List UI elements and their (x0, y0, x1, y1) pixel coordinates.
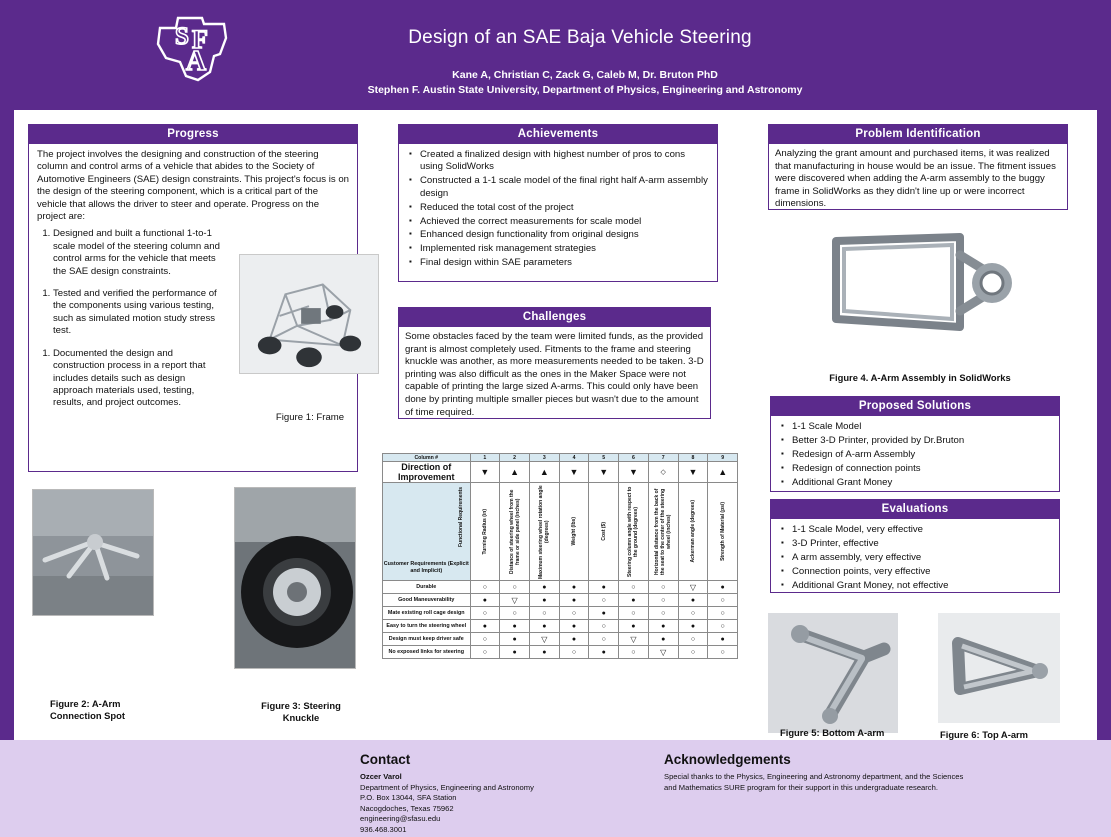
matrix-cell: ● (708, 581, 738, 594)
matrix-cell: ○ (619, 581, 649, 594)
evaluations-list (778, 524, 1052, 592)
matrix-cell: ○ (708, 607, 738, 620)
list-item: ▪ 1-1 Scale Model (792, 421, 1052, 433)
matrix-cell: ○ (648, 607, 678, 620)
matrix-cell: ● (559, 594, 589, 607)
challenges-section (398, 307, 711, 419)
acknowledgements-heading: Acknowledgements (664, 752, 791, 767)
matrix-cell: ● (589, 646, 619, 659)
achievements-section (398, 124, 718, 282)
list-item: ▪ Constructed a 1-1 scale model of the final right half A-arm assembly design (420, 175, 710, 200)
matrix-cell: ○ (500, 607, 530, 620)
matrix-cell: ● (619, 620, 649, 633)
matrix-cell: ○ (589, 594, 619, 607)
table-row (382, 462, 738, 483)
list-item: ▪ Reduced the total cost of the project (420, 202, 710, 214)
column-number: 3 (529, 454, 559, 462)
list-item: ▪ A arm assembly, very effective (792, 552, 1052, 564)
matrix-cell: ○ (470, 633, 500, 646)
svg-text:A: A (185, 46, 207, 77)
matrix-cell: ○ (559, 607, 589, 620)
customer-requirements-header (383, 483, 471, 581)
solutions-heading: Proposed Solutions (771, 397, 1059, 416)
matrix-cell: ● (529, 646, 559, 659)
svg-text:S: S (175, 23, 189, 50)
svg-text:F: F (192, 25, 208, 54)
problem-body: Analyzing the grant amount and purchased items, it was realized that manufacturing in house would be an issue. The fitment issues were discovered when adding the A-arm assembly to the buggy frame in SolidWorks as they didn't line up or were incorrect dimensions. (775, 148, 1056, 210)
column-number: 5 (589, 454, 619, 462)
column-number: 4 (559, 454, 589, 462)
figure-5-bottom-a-arm-image (768, 613, 898, 733)
left-purple-rail (0, 110, 14, 740)
table-row (382, 646, 738, 659)
matrix-cell: ○ (708, 594, 738, 607)
matrix-cell: ● (648, 633, 678, 646)
matrix-cell: ○ (619, 646, 649, 659)
matrix-cell: ● (559, 620, 589, 633)
matrix-cell: ▽ (678, 581, 708, 594)
author-list: Kane A, Christian C, Zack G, Caleb M, Dr. Bruton PhD (452, 69, 718, 81)
direction-symbol: ▼ (678, 462, 708, 483)
list-item: ▪ Additional Grant Money, not effective (792, 580, 1052, 592)
list-item: 1. Documented the design and construction process in a report that includes details such as design approach materials used, testing, results, and project outcomes. (53, 348, 222, 410)
list-item: 1. Designed and built a functional 1-to-1 scale model of the steering column and control arms for the vehicle that meets the SAE design constraints. (53, 228, 222, 278)
list-item: ▪ Redesign of A-arm Assembly (792, 449, 1052, 461)
direction-symbol: ▼ (619, 462, 649, 483)
row-label: Easy to turn the steering wheel (383, 620, 471, 633)
table-row (382, 620, 738, 633)
matrix-cell: ▽ (500, 594, 530, 607)
contact-line: P.O. Box 13044, SFA Station (360, 793, 457, 803)
evaluations-section (770, 499, 1060, 593)
matrix-cell: ○ (678, 646, 708, 659)
figure-2-photo (32, 489, 154, 616)
matrix-cell: ○ (648, 594, 678, 607)
column-header: Turning Radius (in) (470, 483, 500, 581)
matrix-cell: ○ (648, 581, 678, 594)
list-item: 1. Tested and verified the performance of the components using various testing, such as simulated motion study stress test. (53, 288, 222, 338)
matrix-cell: ○ (470, 581, 500, 594)
matrix-cell: ● (678, 594, 708, 607)
figure-3-photo (234, 487, 356, 669)
direction-of-improvement-label: Direction of Improvement (383, 462, 471, 483)
table-row (382, 483, 738, 581)
matrix-cell: ● (589, 607, 619, 620)
list-item: ▪ Better 3-D Printer, provided by Dr.Bruton (792, 435, 1052, 447)
matrix-cell: ○ (708, 646, 738, 659)
direction-symbol: ▲ (500, 462, 530, 483)
matrix-cell: ▽ (648, 646, 678, 659)
table-row (382, 581, 738, 594)
figure-5-caption: Figure 5: Bottom A-arm (780, 727, 885, 738)
list-item: ▪ Implemented risk management strategies (420, 243, 710, 255)
list-item: ▪ Created a finalized design with highest number of pros to cons using SolidWorks (420, 149, 710, 174)
problem-heading: Problem Identification (769, 125, 1067, 144)
table-row (382, 594, 738, 607)
poster-header (0, 0, 1111, 110)
table-row (382, 633, 738, 646)
column-header: Ackerman angle (degrees) (678, 483, 708, 581)
contact-details (360, 772, 650, 836)
functional-requirements-label: Functional Requirements (457, 487, 464, 548)
list-item: ▪ Redesign of connection points (792, 463, 1052, 475)
column-number: 2 (500, 454, 530, 462)
figure-6-top-a-arm-image (938, 613, 1060, 723)
figure-4-caption: Figure 4. A-Arm Assembly in SolidWorks (829, 372, 1011, 383)
column-header: Horizontal distance from the back of the seat to the center of the steering wheel (inches) (648, 483, 678, 581)
matrix-cell: ○ (559, 646, 589, 659)
matrix-cell: ● (678, 620, 708, 633)
matrix-cell: ● (589, 581, 619, 594)
matrix-cell: ○ (619, 607, 649, 620)
list-item: ▪ Connection points, very effective (792, 566, 1052, 578)
matrix-cell: ○ (678, 633, 708, 646)
contact-heading: Contact (360, 752, 411, 767)
matrix-cell: ● (619, 594, 649, 607)
matrix-cell: ● (529, 594, 559, 607)
matrix-cell: ● (529, 620, 559, 633)
progress-intro: The project involves the designing and construction of the steering column and control arms of a vehicle that abides to the Society of Automotive Engineers (SAE) design constraints. This project's focus is on the design of the steering component, which is a critical part of the vehicle that allows the driver to steer and operate. Progress on the project are: (37, 149, 349, 223)
column-number: 8 (678, 454, 708, 462)
list-item: ▪ Achieved the correct measurements for scale model (420, 216, 710, 228)
figure-1-frame-image (239, 254, 379, 374)
matrix-cell: ○ (529, 607, 559, 620)
matrix-cell: ● (559, 581, 589, 594)
column-number: 6 (619, 454, 649, 462)
matrix-cell: ● (500, 620, 530, 633)
problem-identification-section (768, 124, 1068, 210)
row-label: Design must keep driver safe (383, 633, 471, 646)
figure-1-caption: Figure 1: Frame (275, 412, 345, 423)
column-number: 7 (648, 454, 678, 462)
contact-email[interactable]: engineering@sfasu.edu (360, 814, 441, 824)
row-label: No exposed links for steering (383, 646, 471, 659)
matrix-cell: ▽ (529, 633, 559, 646)
matrix-cell: ● (500, 633, 530, 646)
matrix-cell: ● (500, 646, 530, 659)
matrix-cell: ● (470, 620, 500, 633)
acknowledgements-body: Special thanks to the Physics, Engineering and Astronomy department, and the Sciences and Mathematics SURE program for their support in this undergraduate research. (664, 772, 964, 792)
customer-requirements-label: Customer Requirements (Explicit and Implicit) (383, 561, 469, 574)
list-item: ▪ Enhanced design functionality from original designs (420, 229, 710, 241)
progress-section (28, 124, 358, 472)
poster-title: Design of an SAE Baja Vehicle Steering (408, 27, 752, 48)
direction-symbol: ▼ (559, 462, 589, 483)
matrix-cell: ○ (589, 620, 619, 633)
list-item: ▪ Additional Grant Money (792, 477, 1052, 489)
contact-phone: 936.468.3001 (360, 824, 407, 834)
matrix-cell: ● (648, 620, 678, 633)
matrix-cell: ● (529, 581, 559, 594)
column-header: Steering column angle with respect to the ground (degrees) (619, 483, 649, 581)
row-label: Durable (383, 581, 471, 594)
challenges-body: Some obstacles faced by the team were limited funds, as the provided grant is almost completely used. Fitments to the frame and steering knuckle was another, as more measurements needed to be taken. 3-D printing was also difficult as the ones in the Maker Space were not capable of printing the large sized A-arms. This could only have been done by printing multiple smaller pieces but wasn't due to the amount of time required. (405, 331, 704, 418)
direction-symbol: ▼ (470, 462, 500, 483)
challenges-heading: Challenges (399, 308, 710, 327)
matrix-cell: ○ (678, 607, 708, 620)
list-item: ▪ 1-1 Scale Model, very effective (792, 524, 1052, 536)
column-header: Distance of steering wheel from the frame or side panel (inches) (500, 483, 530, 581)
list-item: ▪ Final design within SAE parameters (420, 257, 710, 269)
direction-symbol: ▼ (589, 462, 619, 483)
progress-list (37, 228, 222, 409)
affiliation: Stephen F. Austin State University, Department of Physics, Engineering and Astronomy (367, 84, 803, 96)
solutions-list (778, 421, 1052, 489)
progress-heading: Progress (29, 125, 357, 144)
figure-3-caption: Figure 3: Steering Knuckle (261, 700, 341, 723)
row-label: Good Maneuverability (383, 594, 471, 607)
direction-symbol: ▲ (529, 462, 559, 483)
matrix-cell: ○ (500, 581, 530, 594)
proposed-solutions-section (770, 396, 1060, 492)
direction-symbol: ◇ (648, 462, 678, 483)
column-number: 9 (708, 454, 738, 462)
list-item: ▪ 3-D Printer, effective (792, 538, 1052, 550)
matrix-cell: ○ (470, 607, 500, 620)
contact-name: Ozcer Varol (360, 772, 402, 781)
column-header: Cost ($) (589, 483, 619, 581)
column-number-label: Column # (383, 454, 471, 462)
figure-4-a-arm-image (810, 215, 1025, 365)
qfd-matrix-table (382, 453, 738, 659)
contact-line: Nacogdoches, Texas 75962 (360, 803, 454, 813)
qfd-body (382, 581, 738, 659)
column-header: Maximum steering wheel rotation angle (degrees) (529, 483, 559, 581)
achievements-heading: Achievements (399, 125, 717, 144)
matrix-cell: ▽ (619, 633, 649, 646)
contact-line: Department of Physics, Engineering and Astronomy (360, 782, 534, 792)
table-row (382, 454, 738, 462)
right-purple-rail (1097, 110, 1111, 740)
matrix-cell: ○ (589, 633, 619, 646)
row-label: Mate existing roll cage design (383, 607, 471, 620)
achievements-list (406, 149, 710, 270)
figure-6-caption: Figure 6: Top A-arm (940, 729, 1029, 740)
matrix-cell: ● (470, 594, 500, 607)
column-header: Weight (lbs) (559, 483, 589, 581)
column-header: Strength of Material (psi) (708, 483, 738, 581)
matrix-cell: ● (708, 633, 738, 646)
matrix-cell: ● (559, 633, 589, 646)
poster-authors (190, 68, 980, 98)
figure-2-caption: Figure 2: A-Arm Connection Spot (50, 698, 125, 721)
direction-symbol: ▲ (708, 462, 738, 483)
table-row (382, 607, 738, 620)
matrix-cell: ○ (470, 646, 500, 659)
matrix-cell: ○ (708, 620, 738, 633)
evaluations-heading: Evaluations (771, 500, 1059, 519)
column-number: 1 (470, 454, 500, 462)
